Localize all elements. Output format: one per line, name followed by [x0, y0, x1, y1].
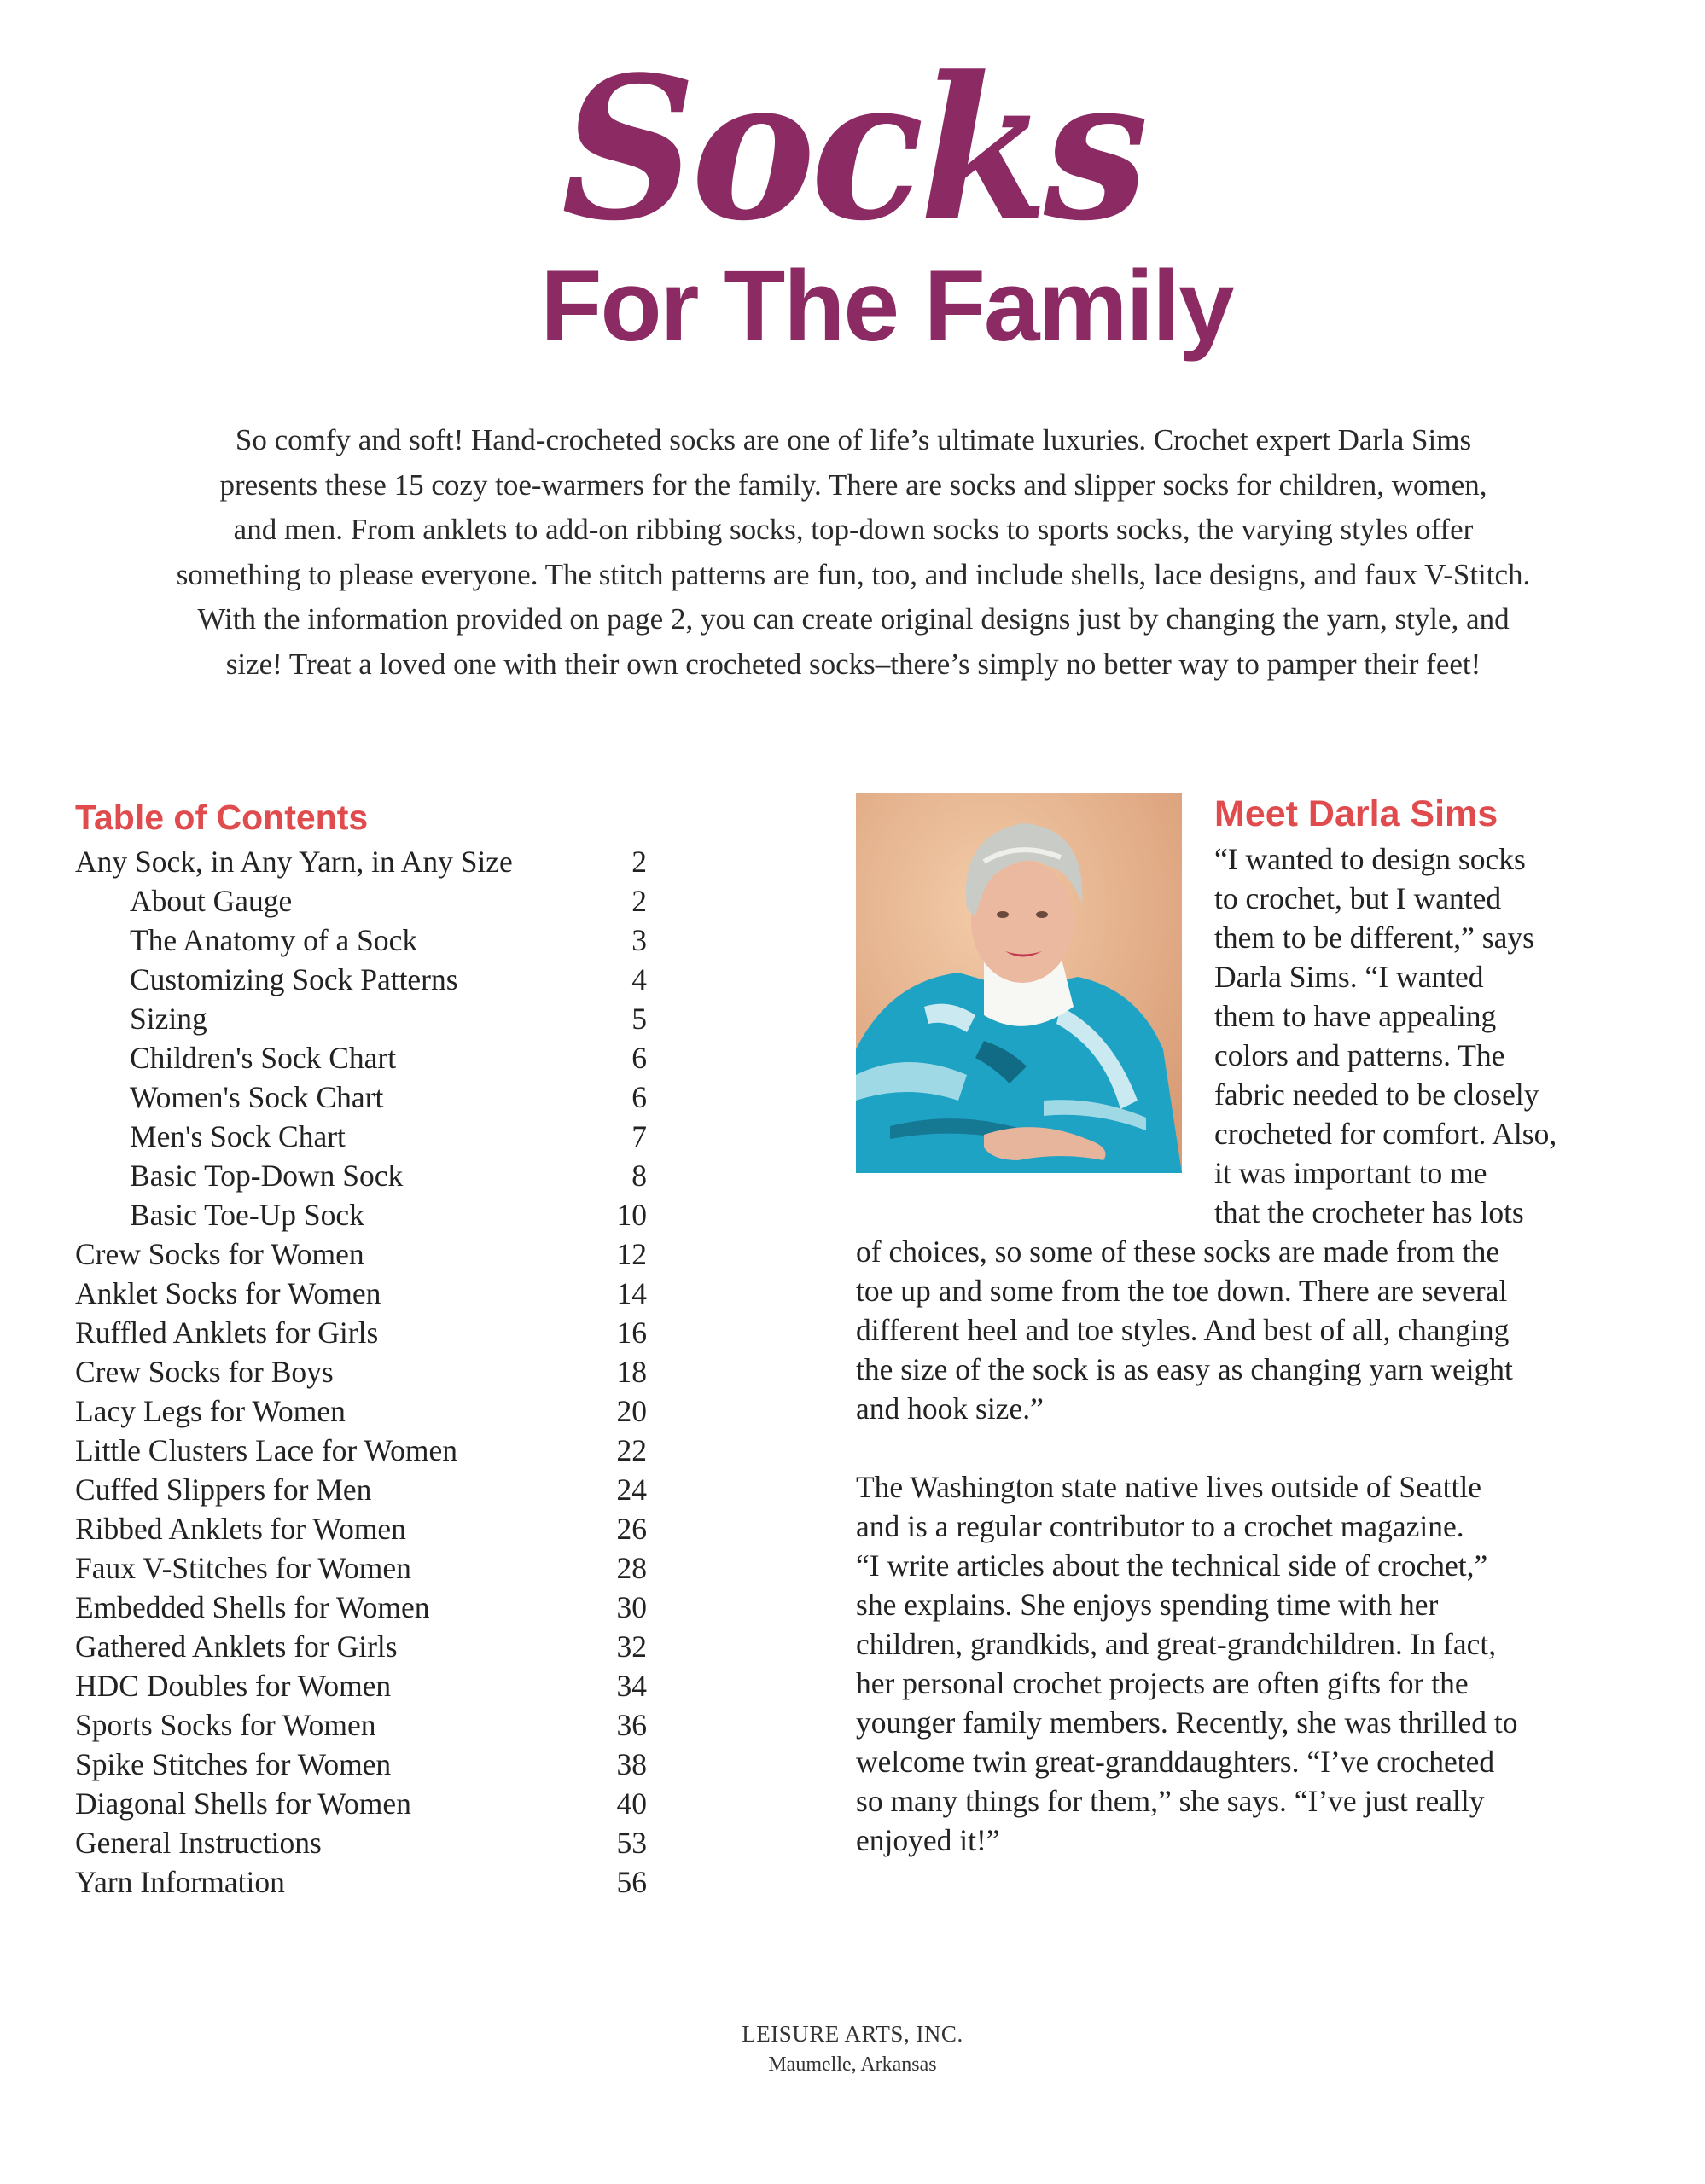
toc-entry-title: Faux V-Stitches for Women [75, 1551, 411, 1585]
toc-entry-title: Customizing Sock Patterns [130, 962, 458, 996]
intro-line: presents these 15 cozy toe-warmers for the family. There are socks and slipper socks for children, women, [219, 468, 1487, 502]
bio-line: and hook size.” [856, 1391, 1044, 1426]
intro-line: With the information provided on page 2, you can create original designs just by changing the yarn, style, and [197, 602, 1510, 636]
intro-line: size! Treat a loved one with their own crocheted socks–there’s simply no better way to pamper their feet! [225, 647, 1481, 681]
toc-entry [75, 1509, 647, 1548]
toc-entry-title: Yarn Information [75, 1865, 285, 1899]
toc-entry-title: Basic Top-Down Sock [130, 1159, 404, 1193]
toc-entry-title: About Gauge [130, 884, 293, 918]
toc-entry-page: 2 [631, 845, 647, 879]
toc-entry-page: 28 [616, 1551, 647, 1585]
bio-line: the size of the sock is as easy as changing yarn weight [856, 1352, 1513, 1386]
toc-entry [75, 1391, 647, 1431]
bio-line: them to be different,” says [1214, 921, 1534, 955]
bio-line: Darla Sims. “I wanted [1214, 960, 1484, 994]
toc-entry-page: 22 [616, 1433, 647, 1467]
toc-entry [75, 1352, 647, 1391]
bio-line: colors and patterns. The [1214, 1038, 1505, 1072]
toc-entry-page: 20 [616, 1394, 647, 1428]
toc-entry-title: Children's Sock Chart [130, 1041, 397, 1075]
toc-entry [75, 881, 647, 921]
toc-entry-page: 12 [616, 1237, 647, 1271]
bio-line: her personal crochet projects are often gifts for the [856, 1666, 1469, 1700]
toc-entry-page: 26 [616, 1512, 647, 1546]
toc-entry-page: 24 [616, 1472, 647, 1507]
bio-line: to crochet, but I wanted [1214, 881, 1502, 915]
toc-entry-title: Little Clusters Lace for Women [75, 1433, 457, 1467]
toc-entry-page: 6 [631, 1041, 647, 1075]
bio-line: toe up and some from the toe down. There are several [856, 1274, 1508, 1308]
toc-entry [75, 1117, 647, 1156]
toc-entry-title: Ribbed Anklets for Women [75, 1512, 406, 1546]
toc-entry-page: 56 [616, 1865, 647, 1899]
toc-entry-title: Crew Socks for Women [75, 1237, 364, 1271]
toc-entry-title: Ruffled Anklets for Girls [75, 1316, 379, 1350]
toc-entry-title: Basic Toe-Up Sock [130, 1198, 364, 1232]
toc-entry [75, 1588, 647, 1627]
toc-entry-page: 18 [616, 1355, 647, 1389]
toc-entry [75, 1823, 647, 1862]
bio-line: “I wanted to design socks [1214, 842, 1526, 876]
paragraph-break [856, 1428, 1607, 1467]
toc-entry-title: Crew Socks for Boys [75, 1355, 334, 1389]
toc-entry-title: Sports Socks for Women [75, 1708, 376, 1742]
toc-entry-page: 3 [631, 923, 647, 957]
bio-line: crocheted for comfort. Also, [1214, 1117, 1557, 1151]
bio-line: welcome twin great-granddaughters. “I’ve crocheted [856, 1745, 1495, 1779]
toc-entry-title: Any Sock, in Any Yarn, in Any Size [75, 845, 513, 879]
bio-line: enjoyed it!” [856, 1823, 1000, 1857]
toc-entry-page: 32 [616, 1629, 647, 1664]
intro-line: and men. From anklets to add-on ribbing socks, top-down socks to sports socks, the varying styles offer [233, 513, 1474, 546]
toc-entry [75, 1195, 647, 1234]
toc-entry-title: Embedded Shells for Women [75, 1590, 430, 1624]
toc-entry-page: 34 [616, 1669, 647, 1703]
bio-line: them to have appealing [1214, 999, 1497, 1033]
toc-entry [75, 1705, 647, 1745]
intro-line: So comfy and soft! Hand-crocheted socks are one of life’s ultimate luxuries. Crochet expert Darla Sims [235, 423, 1472, 456]
toc-entry [75, 999, 647, 1038]
toc-entry-title: Women's Sock Chart [130, 1080, 384, 1114]
publisher-location: Maumelle, Arkansas [768, 2053, 937, 2076]
toc-entry [75, 1431, 647, 1470]
toc-entry [75, 960, 647, 999]
title-for-the-family: For The Family [540, 250, 1233, 363]
toc-entry [75, 1627, 647, 1666]
toc-entry [75, 921, 647, 960]
table-of-contents [75, 796, 647, 1902]
toc-entry [75, 1666, 647, 1705]
toc-entry-page: 2 [631, 884, 647, 918]
toc-entry-page: 36 [616, 1708, 647, 1742]
toc-entry-page: 30 [616, 1590, 647, 1624]
intro-paragraph [68, 418, 1638, 687]
bio-line: fabric needed to be closely [1214, 1077, 1539, 1112]
toc-entry-title: Anklet Socks for Women [75, 1276, 381, 1310]
toc-entry [75, 1234, 647, 1274]
toc-entry-page: 7 [631, 1119, 647, 1153]
toc-entry-page: 5 [631, 1002, 647, 1036]
toc-entry-title: HDC Doubles for Women [75, 1669, 392, 1703]
toc-heading: Table of Contents [75, 798, 369, 837]
toc-entry [75, 1784, 647, 1823]
toc-entry [75, 1274, 647, 1313]
toc-entry-title: Lacy Legs for Women [75, 1394, 346, 1428]
toc-entry [75, 1548, 647, 1588]
bio-line: it was important to me [1214, 1156, 1487, 1190]
toc-entry-title: General Instructions [75, 1826, 322, 1860]
bio-line: “I write articles about the technical side of crochet,” [856, 1548, 1488, 1583]
intro-line: something to please everyone. The stitch patterns are fun, too, and include shells, lace designs, and faux V-Stitch. [176, 557, 1531, 591]
toc-entry [75, 1862, 647, 1902]
toc-list [75, 842, 647, 1902]
toc-entry-page: 10 [616, 1198, 647, 1232]
toc-entry [75, 1313, 647, 1352]
bio-line: different heel and toe styles. And best of all, changing [856, 1313, 1510, 1347]
bio-line: that the crocheter has lots [1214, 1195, 1524, 1229]
bio-heading: Meet Darla Sims [1214, 793, 1498, 834]
toc-entry-page: 4 [631, 962, 647, 996]
toc-entry-page: 14 [616, 1276, 647, 1310]
bio-line: she explains. She enjoys spending time with her [856, 1588, 1439, 1622]
bio-line: The Washington state native lives outside of Seattle [856, 1470, 1481, 1504]
bio-line: so many things for them,” she says. “I’ve just really [856, 1784, 1485, 1818]
toc-entry-page: 38 [616, 1747, 647, 1781]
toc-entry-title: Men's Sock Chart [130, 1119, 346, 1153]
toc-entry [75, 1038, 647, 1077]
toc-entry-title: The Anatomy of a Sock [130, 923, 418, 957]
bio-line: children, grandkids, and great-grandchildren. In fact, [856, 1627, 1497, 1661]
toc-entry-page: 40 [616, 1786, 647, 1821]
toc-entry-page: 16 [616, 1316, 647, 1350]
toc-entry-title: Gathered Anklets for Girls [75, 1629, 398, 1664]
title-socks: Socks [561, 34, 1144, 264]
toc-entry [75, 1077, 647, 1117]
toc-entry-page: 8 [631, 1159, 647, 1193]
toc-entry-title: Diagonal Shells for Women [75, 1786, 411, 1821]
bio-text [856, 839, 1607, 1860]
toc-entry-title: Spike Stitches for Women [75, 1747, 392, 1781]
publisher-footer [0, 2018, 1705, 2079]
toc-entry [75, 1156, 647, 1195]
bio-line: younger family members. Recently, she was thrilled to [856, 1705, 1518, 1740]
bio-line: and is a regular contributor to a crochet magazine. [856, 1509, 1464, 1543]
toc-entry [75, 1470, 647, 1509]
toc-entry-title: Sizing [130, 1002, 207, 1036]
toc-entry-title: Cuffed Slippers for Men [75, 1472, 372, 1507]
bio-line: of choices, so some of these socks are made from the [856, 1234, 1500, 1269]
toc-entry-page: 6 [631, 1080, 647, 1114]
publisher-name: LEISURE ARTS, INC. [742, 2021, 963, 2047]
toc-entry [75, 1745, 647, 1784]
toc-entry-page: 53 [616, 1826, 647, 1860]
toc-entry [75, 842, 647, 881]
